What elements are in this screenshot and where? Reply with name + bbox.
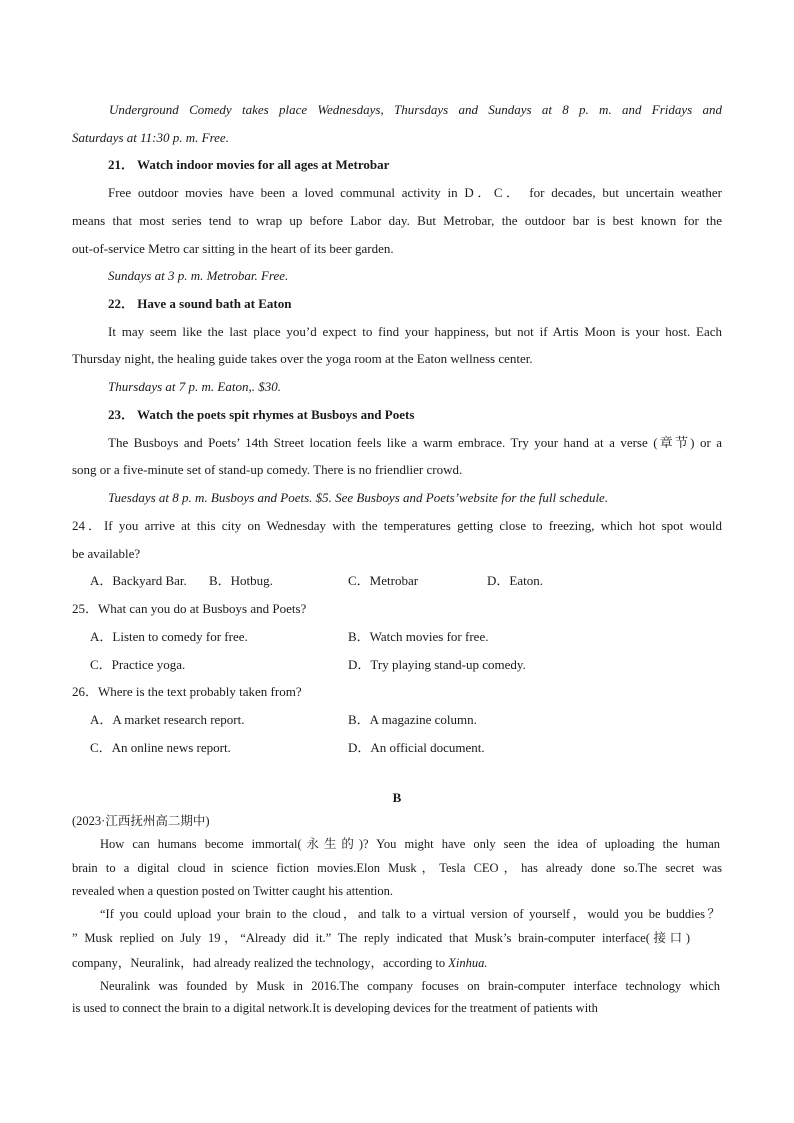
question-25-option-b: B．Watch movies for free. — [348, 629, 489, 644]
item-21-schedule: Sundays at 3 p. m. Metrobar. Free. — [108, 268, 289, 283]
item-21-title: Watch indoor movies for all ages at Metrobar — [137, 157, 390, 172]
question-24-option-b: B．Hotbug. — [209, 573, 273, 588]
question-25-option-a: A．Listen to comedy for free. — [90, 629, 248, 644]
question-26-option-d: D．An official document. — [348, 740, 485, 755]
question-26-option-c: C．An online news report. — [90, 740, 231, 755]
item-22-number: 22． — [108, 296, 135, 311]
item-23-title: Watch the poets spit rhymes at Busboys and Poets — [137, 407, 415, 422]
item-21-paragraph-line-2: means that most series tend to wrap up before Labor day. But Metrobar, the outdoor bar is best known for the — [72, 213, 722, 228]
question-26-stem: 26．Where is the text probably taken from? — [72, 684, 302, 699]
section-b-p1-line-1: How can humans become immortal(永生的)? You might have only seen the idea of uploading the human — [100, 837, 720, 851]
source-xinhua: Xinhua. — [448, 956, 488, 970]
item-23-heading — [108, 406, 758, 424]
item-22-paragraph-line-1: It may seem like the last place you’d expect to find your happiness, but not if Artis Moon is your host. Each — [108, 324, 722, 339]
section-b-p3-line-1: Neuralink was founded by Musk in 2016.The company focuses on brain-computer interface technology which — [100, 979, 720, 993]
question-24-stem-line-1: 24．If you arrive at this city on Wednesday with the temperatures getting close to freezing, which hot spot would — [72, 518, 722, 533]
item-21-paragraph-line-1: Free outdoor movies have been a loved communal activity in D．C． for decades, but uncertain weather — [108, 185, 722, 200]
question-25-stem: 25．What can you do at Busboys and Poets? — [72, 601, 307, 616]
item-22-title: Have a sound bath at Eaton — [137, 296, 292, 311]
item-23-paragraph-line-2: song or a five-minute set of stand-up comedy. There is no friendlier crowd. — [72, 462, 463, 477]
question-26-option-b: B．A magazine column. — [348, 712, 477, 727]
section-b-p2-line-1: “If you could upload your brain to the cloud，and talk to a virtual version of yourself，would you be buddies？ — [100, 907, 720, 921]
item-21-heading — [108, 156, 758, 174]
section-b-heading: B — [392, 790, 402, 805]
question-25-option-d: D．Try playing stand-up comedy. — [348, 657, 526, 672]
comedy-schedule-line-1: Underground Comedy takes place Wednesdays, Thursdays and Sundays at 8 p. m. and Fridays and — [109, 102, 722, 117]
item-23-schedule: Tuesdays at 8 p. m. Busboys and Poets. $5. See Busboys and Poets’website for the full schedule. — [108, 490, 609, 505]
item-21-paragraph-line-3: out-of-service Metro car sitting in the heart of its beer garden. — [72, 241, 394, 256]
section-b-p1-line-2: brain to a digital cloud in science fiction movies.Elon Musk，Tesla CEO，has already done so.The secret was — [72, 861, 722, 875]
section-b-p2-line-3 — [72, 954, 722, 972]
question-26-option-a: A．A market research report. — [90, 712, 245, 727]
question-24-option-c: C．Metrobar — [348, 573, 419, 588]
item-23-number: 23． — [108, 407, 135, 422]
section-b-p2-line-3-text: company，Neuralink，had already realized the technology，according to — [72, 956, 449, 970]
comedy-schedule-line-2: Saturdays at 11:30 p. m. Free. — [72, 130, 229, 145]
question-24-option-d: D．Eaton. — [487, 573, 543, 588]
question-25-option-c: C．Practice yoga. — [90, 657, 186, 672]
section-b-p1-line-3: revealed when a question posted on Twitter caught his attention. — [72, 884, 394, 898]
item-22-schedule: Thursdays at 7 p. m. Eaton,. $30. — [108, 379, 281, 394]
item-22-paragraph-line-2: Thursday night, the healing guide takes over the yoga room at the Eaton wellness center. — [72, 351, 533, 366]
item-22-heading — [108, 295, 758, 313]
section-b-source: (2023·江西抚州高二期中) — [72, 814, 210, 828]
section-b-p3-line-2: is used to connect the brain to a digital network.It is developing devices for the treatment of patients with — [72, 1001, 598, 1015]
question-24-stem-line-2: be available? — [72, 546, 141, 561]
item-21-number: 21． — [108, 157, 135, 172]
question-24-option-a: A．Backyard Bar. — [90, 573, 187, 588]
section-b-p2-line-2: ” Musk replied on July 19，“Already did it.” The reply indicated that Musk’s brain-computer interface(接口) — [72, 931, 690, 945]
item-23-paragraph-line-1: The Busboys and Poets’ 14th Street location feels like a warm embrace. Try your hand at a verse (章节) or a — [108, 435, 722, 450]
